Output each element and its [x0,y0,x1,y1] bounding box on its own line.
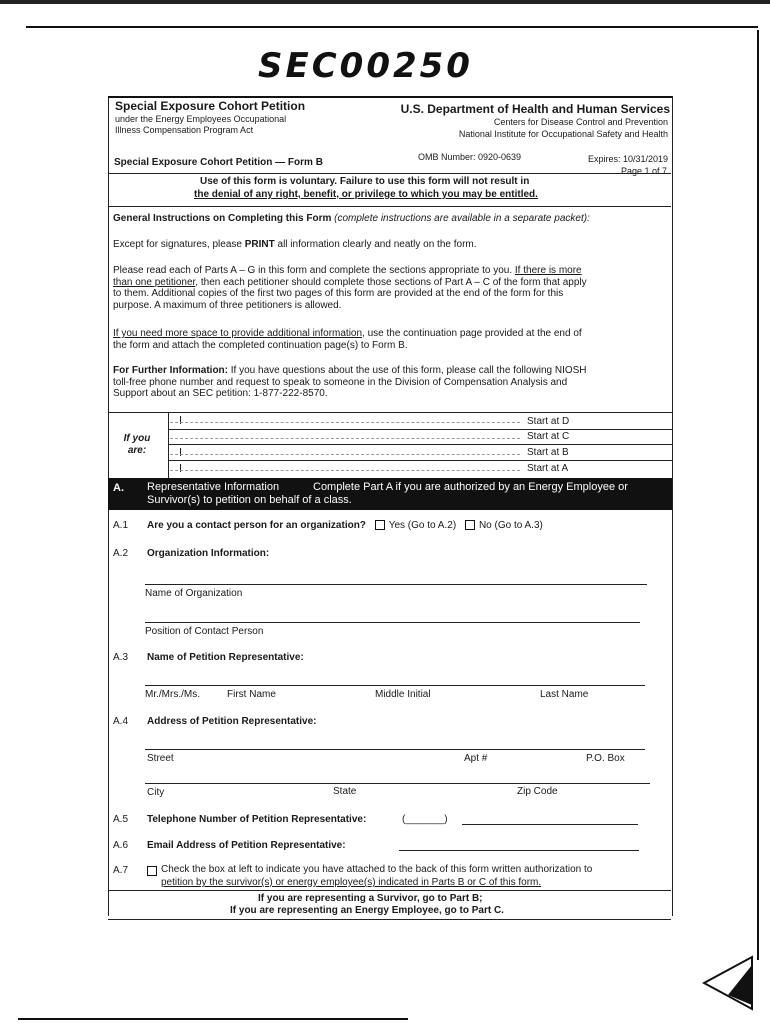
if-row-2-line [168,444,672,445]
p3-text-b: the form and attach the completed continuation page(s) to Form B. [113,339,408,351]
p4-text-a: If you have questions about the use of this form, please call the following NIOSH [228,365,587,376]
p2-text-a: Please read each of Parts A – G in this form and complete the sections appropriate to you. [113,265,515,276]
page-number: Page 1 of 7 [620,166,667,176]
a5-area-code[interactable]: (_______) [402,814,448,825]
city-caption: City [147,787,165,798]
instructions-heading [113,213,673,225]
a6-label: Email Address of Petition Representative: [147,840,346,851]
a1-number: A.1 [113,520,129,531]
scan-top-border [0,0,770,4]
scan-right-edge [757,30,759,960]
instructions-paragraph-1 [113,239,673,251]
form-top-rule [108,96,672,98]
a5-number: A.5 [113,814,129,825]
a5-label: Telephone Number of Petition Representative: [147,814,367,825]
apt-caption: Apt # [464,753,488,764]
instructions-paragraph-3 [113,328,673,351]
contact-position-line[interactable] [145,622,640,623]
name-line[interactable] [145,685,645,686]
pobox-caption: P.O. Box [586,753,625,764]
contact-position-caption: Position of Contact Person [145,626,264,637]
if-row-4-label: Start at A [527,463,569,474]
zip-caption: Zip Code [517,786,558,797]
instructions-paragraph-2 [113,265,673,311]
p2-underline-2: than one petitioner [113,276,196,288]
if-row-1-dash [170,422,520,423]
omb-number: OMB Number: 0920-0639 [418,152,522,162]
if-row-3-dash [170,454,520,455]
city-line[interactable] [145,783,650,784]
if-row-3-label: Start at B [527,447,569,458]
org-name-line[interactable] [145,584,647,585]
name-field-middle: Middle Initial [375,689,431,700]
p1-post: all information clearly and neatly on the form. [274,239,477,250]
p4-text-c: Support about an SEC petition: 1-877-222-8570. [113,388,328,399]
p4-text-b: toll-free phone number and request to speak to someone in the Division of Compensation Analysis and [113,376,568,388]
if-row-1-line [168,429,672,430]
notice-line-2: the denial of any right, benefit, or privilege to which you may be entitled. [194,189,538,200]
page-corner-fold-mark [702,955,754,1011]
state-caption: State [333,786,357,797]
p2-text-c: to them. Additional copies of the first two pages of this form are provided at the end of the form for this [113,288,564,299]
org-name-caption: Name of Organization [145,588,243,599]
p2-underline-1: If there is more [514,265,582,276]
part-a-desc-1: Complete Part A if you are authorized by an Energy Employee or [313,481,628,493]
a4-label: Address of Petition Representative: [147,716,317,727]
a1-row [147,520,543,531]
a4-number: A.4 [113,716,129,727]
name-field-first: First Name [227,689,276,700]
phone-line[interactable] [462,824,638,825]
a6-number: A.6 [113,840,129,851]
part-a-footer-2: If you are representing an Energy Employee, go to Part C. [230,905,504,916]
act-line-1: under the Energy Employees Occupational [115,114,287,124]
a1-no-checkbox[interactable] [465,520,475,530]
instructions-heading-text: General Instructions on Completing this Form [113,213,332,224]
a2-label: Organization Information: [147,548,270,559]
if-you-label-line-2: are: [127,445,147,456]
niosh-name: National Institute for Occupational Safety and Health [458,129,668,139]
p1-pre: Except for signatures, please [113,239,245,250]
a7-text-2: petition by the survivor(s) or energy employee(s) indicated in Parts B or C of this form. [161,877,542,888]
if-row-3-line [168,460,672,461]
part-a-footer-1: If you are representing a Survivor, go to Part B; [258,893,483,904]
act-line-2: Illness Compensation Program Act [115,125,254,135]
cdc-name: Centers for Disease Control and Prevention [493,117,668,127]
street-caption: Street [147,753,174,764]
p2-text-d: purpose. A maximum of three petitioners is allowed. [113,299,342,311]
a7-text-1: Check the box at left to indicate you have attached to the back of this form written authorization to [161,864,593,875]
part-a-letter: A. [113,482,124,494]
part-a-desc-2: Survivor(s) to petition on behalf of a class. [147,494,352,506]
a2-number: A.2 [113,548,129,559]
name-field-last: Last Name [540,689,589,700]
form-name: Special Exposure Cohort Petition — Form B [114,157,323,168]
if-you-label-line-1: If you [123,433,151,444]
a3-number: A.3 [113,652,129,663]
a7-number: A.7 [113,865,129,876]
p3-text-a: , use the continuation page provided at the end of [362,328,582,339]
a3-label: Name of Petition Representative: [147,652,304,663]
scan-top-line [26,26,758,28]
p3-underline: If you need more space to provide additional information [113,328,363,339]
email-line[interactable] [399,850,639,851]
handwritten-document-id: SEC00250 [258,46,473,86]
p2-text-b: , then each petitioner should complete those sections of Part A – C of the form that apply [195,276,587,288]
instructions-heading-note: (complete instructions are available in a separate packet): [334,213,590,224]
if-row-2-label: Start at C [527,431,570,442]
name-field-title: Mr./Mrs./Ms. [145,689,200,700]
p4-bold: For Further Information: [113,365,228,376]
petition-title: Special Exposure Cohort Petition [115,99,306,113]
if-you-label [120,433,154,457]
p1-bold: PRINT [244,239,275,250]
if-row-4-dash [170,470,520,471]
expiration-date: Expires: 10/31/2019 [587,154,668,164]
street-line[interactable] [145,749,645,750]
instructions-paragraph-4 [113,365,673,400]
scan-bottom-line [18,1018,408,1020]
a1-yes-checkbox[interactable] [375,520,385,530]
notice-line-1: Use of this form is voluntary. Failure to use this form will not result in [200,176,530,187]
department-name: U.S. Department of Health and Human Services [400,102,670,116]
if-row-2-dash [170,438,520,439]
part-a-title: Representative Information [147,481,280,493]
if-table-top-rule [108,412,672,413]
a1-no-label: No (Go to A.3) [478,520,543,532]
a1-question: Are you a contact person for an organization? [147,520,366,532]
a7-checkbox[interactable] [147,866,157,876]
if-table-divider [168,412,169,478]
if-row-1-label: Start at D [527,416,570,427]
a1-yes-label: Yes (Go to A.2) [388,520,457,532]
